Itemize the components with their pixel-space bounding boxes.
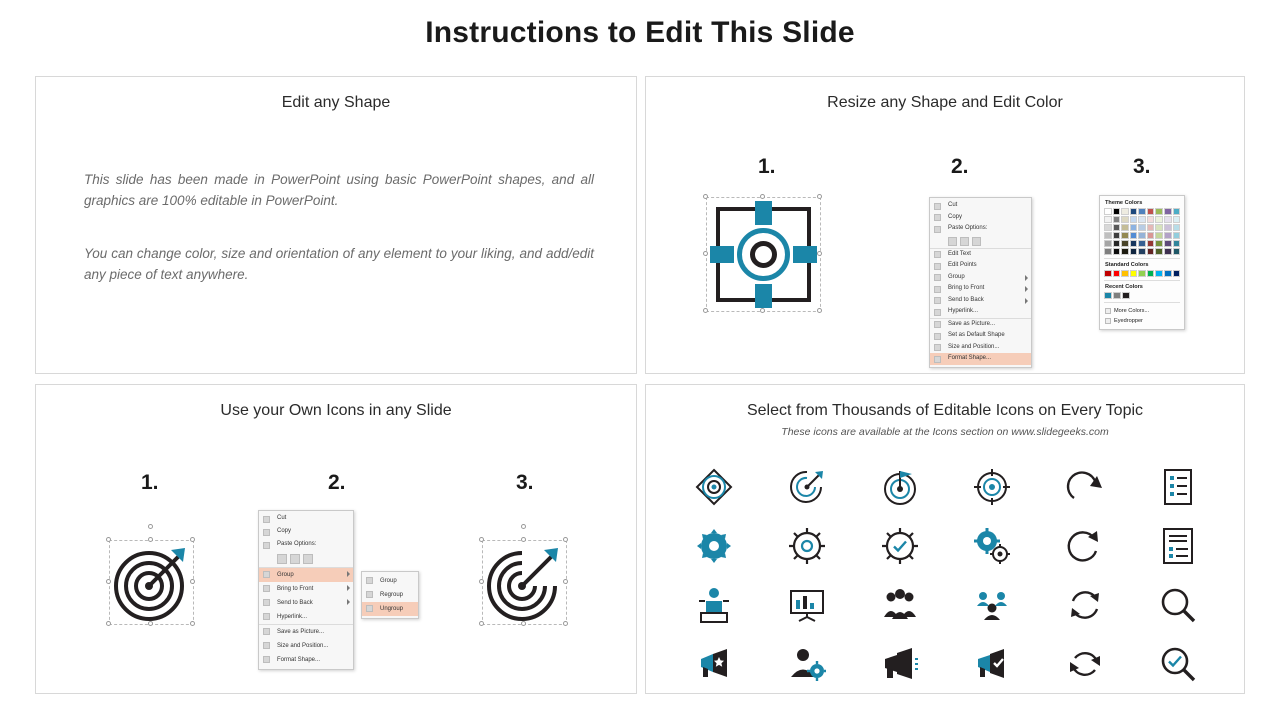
menu-item-cut[interactable] bbox=[259, 513, 353, 526]
color-swatch[interactable] bbox=[1121, 224, 1129, 231]
color-swatch[interactable] bbox=[1104, 292, 1112, 299]
color-swatch[interactable] bbox=[1121, 216, 1129, 223]
color-swatch[interactable] bbox=[1155, 216, 1163, 223]
menu-item-label: Copy bbox=[948, 213, 963, 220]
color-swatch[interactable] bbox=[1173, 224, 1181, 231]
menu-item-edit-points[interactable] bbox=[930, 260, 1031, 272]
divider bbox=[1104, 258, 1180, 259]
paste-icon bbox=[934, 226, 941, 233]
selection-box bbox=[706, 197, 821, 312]
menu-item-label: Save as Picture... bbox=[948, 320, 996, 327]
submenu-item-group[interactable] bbox=[362, 574, 418, 588]
color-swatch[interactable] bbox=[1164, 270, 1172, 277]
selection-box bbox=[482, 540, 567, 625]
selection-handle[interactable] bbox=[563, 537, 568, 542]
selection-handle[interactable] bbox=[760, 194, 765, 199]
group-icon bbox=[263, 571, 270, 578]
copy-icon bbox=[263, 529, 270, 536]
color-swatch[interactable] bbox=[1122, 292, 1130, 299]
resize-step-3-number: 3. bbox=[1133, 155, 1151, 178]
resize-step-1-number: 1. bbox=[758, 155, 776, 178]
selection-handle[interactable] bbox=[148, 537, 153, 542]
color-swatch[interactable] bbox=[1121, 248, 1129, 255]
more-colors-label: More Colors... bbox=[1114, 308, 1150, 314]
color-swatch[interactable] bbox=[1173, 248, 1181, 255]
paste-picture-icon[interactable] bbox=[290, 554, 300, 564]
menu-item-format-shape[interactable] bbox=[930, 353, 1031, 365]
rotate-handle[interactable] bbox=[148, 524, 153, 529]
menu-item-group[interactable] bbox=[930, 272, 1031, 284]
menu-item-label: Send to Back bbox=[948, 296, 984, 303]
color-swatch[interactable] bbox=[1130, 240, 1138, 247]
color-swatch[interactable] bbox=[1138, 208, 1146, 215]
color-swatch[interactable] bbox=[1155, 270, 1163, 277]
color-swatch[interactable] bbox=[1113, 240, 1121, 247]
menu-item-paste-options[interactable] bbox=[930, 223, 1031, 235]
color-swatch[interactable] bbox=[1138, 224, 1146, 231]
menu-item-label: Bring to Front bbox=[948, 285, 985, 291]
color-swatch[interactable] bbox=[1104, 224, 1112, 231]
panel-title-resize-shape: Resize any Shape and Edit Color bbox=[827, 94, 1063, 111]
megaphone-check-icon[interactable] bbox=[973, 645, 1011, 683]
selection-handle[interactable] bbox=[479, 579, 484, 584]
megaphone-icon[interactable] bbox=[881, 645, 919, 683]
color-swatch[interactable] bbox=[1130, 270, 1138, 277]
menu-item-label: Group bbox=[277, 572, 294, 578]
color-swatch[interactable] bbox=[1138, 216, 1146, 223]
color-swatch[interactable] bbox=[1138, 248, 1146, 255]
color-swatch[interactable] bbox=[1173, 216, 1181, 223]
color-swatch[interactable] bbox=[1104, 248, 1112, 255]
color-swatch[interactable] bbox=[1104, 216, 1112, 223]
menu-item-label: Format Shape... bbox=[277, 657, 321, 663]
gear-check-icon[interactable] bbox=[881, 527, 919, 565]
copy-icon bbox=[934, 214, 941, 221]
color-swatch[interactable] bbox=[1155, 208, 1163, 215]
recent-colors-row[interactable] bbox=[1104, 292, 1180, 299]
color-swatch[interactable] bbox=[1138, 270, 1146, 277]
save-picture-icon bbox=[934, 321, 941, 328]
color-swatch[interactable] bbox=[1138, 232, 1146, 239]
person-gear-icon[interactable] bbox=[788, 645, 826, 683]
menu-item-label: Edit Points bbox=[948, 262, 977, 268]
own-icon-sample-1[interactable] bbox=[109, 540, 194, 625]
bring-front-icon bbox=[934, 286, 941, 293]
chevron-right-icon bbox=[1025, 286, 1028, 292]
submenu-item-ungroup[interactable] bbox=[362, 602, 418, 616]
selection-handle[interactable] bbox=[703, 194, 708, 199]
color-swatch[interactable] bbox=[1138, 240, 1146, 247]
selection-handle[interactable] bbox=[190, 579, 195, 584]
hyperlink-icon bbox=[263, 613, 270, 620]
palette-icon bbox=[1105, 308, 1111, 314]
hyperlink-icon bbox=[934, 309, 941, 316]
target-dart-icon[interactable] bbox=[788, 468, 826, 506]
presentation-board-icon[interactable] bbox=[788, 586, 826, 624]
menu-item-group[interactable] bbox=[259, 567, 353, 582]
color-swatch[interactable] bbox=[1173, 270, 1181, 277]
recent-colors-label: Recent Colors bbox=[1105, 284, 1143, 290]
theme-colors-row[interactable] bbox=[1104, 248, 1180, 255]
paste-icon bbox=[263, 542, 270, 549]
send-back-icon bbox=[263, 599, 270, 606]
chevron-right-icon bbox=[1025, 275, 1028, 281]
menu-item-label: Ungroup bbox=[380, 606, 404, 612]
color-swatch[interactable] bbox=[1173, 232, 1181, 239]
menu-item-label: Copy bbox=[277, 528, 292, 534]
chevron-right-icon bbox=[1025, 298, 1028, 304]
color-swatch[interactable] bbox=[1173, 240, 1181, 247]
color-swatch[interactable] bbox=[1121, 270, 1129, 277]
color-picker-panel[interactable] bbox=[1099, 195, 1185, 330]
color-swatch[interactable] bbox=[1155, 240, 1163, 247]
cycle-arrows-icon[interactable] bbox=[1066, 645, 1104, 683]
menu-item-hyperlink[interactable] bbox=[259, 610, 353, 624]
color-swatch[interactable] bbox=[1130, 208, 1138, 215]
gear-solid-icon[interactable] bbox=[695, 527, 733, 565]
gear-outline-icon[interactable] bbox=[788, 527, 826, 565]
save-picture-icon bbox=[263, 628, 270, 635]
color-swatch[interactable] bbox=[1104, 240, 1112, 247]
menu-item-send-to-back[interactable] bbox=[259, 596, 353, 610]
format-shape-icon bbox=[934, 356, 941, 363]
paste-keep-format-icon[interactable] bbox=[277, 554, 287, 564]
color-swatch[interactable] bbox=[1155, 224, 1163, 231]
send-back-icon bbox=[934, 297, 941, 304]
menu-item-label: Group bbox=[948, 273, 965, 280]
selection-handle[interactable] bbox=[148, 621, 153, 626]
size-position-icon bbox=[263, 642, 270, 649]
regroup-icon bbox=[366, 591, 373, 598]
selection-handle[interactable] bbox=[760, 308, 765, 313]
sync-arrows-icon[interactable] bbox=[1066, 586, 1104, 624]
menu-item-copy[interactable] bbox=[259, 526, 353, 539]
menu-item-label: Paste Options: bbox=[277, 541, 317, 547]
color-swatch[interactable] bbox=[1104, 232, 1112, 239]
color-swatch[interactable] bbox=[1147, 216, 1155, 223]
size-position-icon bbox=[934, 344, 941, 351]
color-swatch[interactable] bbox=[1173, 208, 1181, 215]
selection-handle[interactable] bbox=[817, 308, 822, 313]
selection-handle[interactable] bbox=[106, 621, 111, 626]
color-swatch[interactable] bbox=[1121, 208, 1129, 215]
menu-item-label: Format Shape... bbox=[948, 355, 992, 361]
color-swatch[interactable] bbox=[1155, 248, 1163, 255]
menu-item-copy[interactable] bbox=[930, 212, 1031, 224]
rotate-handle[interactable] bbox=[521, 524, 526, 529]
menu-item-cut[interactable] bbox=[930, 200, 1031, 212]
color-swatch[interactable] bbox=[1113, 208, 1121, 215]
resize-step-2-number: 2. bbox=[951, 155, 969, 178]
selection-handle[interactable] bbox=[703, 308, 708, 313]
color-swatch[interactable] bbox=[1121, 240, 1129, 247]
chevron-right-icon bbox=[347, 599, 350, 605]
selection-handle[interactable] bbox=[190, 621, 195, 626]
eyedropper-label: Eyedropper bbox=[1114, 318, 1143, 324]
menu-item-edit-text[interactable] bbox=[930, 248, 1031, 261]
theme-colors-row[interactable] bbox=[1104, 240, 1180, 247]
selection-handle[interactable] bbox=[479, 537, 484, 542]
color-swatch[interactable] bbox=[1147, 270, 1155, 277]
refresh-arrow-icon[interactable] bbox=[1066, 468, 1104, 506]
target-flag-icon[interactable] bbox=[881, 468, 919, 506]
theme-colors-label: Theme Colors bbox=[1105, 200, 1143, 206]
cut-icon bbox=[934, 203, 941, 210]
selection-handle[interactable] bbox=[703, 251, 708, 256]
color-swatch[interactable] bbox=[1104, 270, 1112, 277]
menu-item-label: Group bbox=[380, 578, 397, 584]
document-check-icon[interactable] bbox=[1161, 527, 1195, 565]
color-swatch[interactable] bbox=[1164, 216, 1172, 223]
paste-text-icon[interactable] bbox=[972, 237, 981, 246]
menu-item-bring-to-front[interactable] bbox=[259, 582, 353, 596]
menu-item-label: Paste Options: bbox=[948, 225, 988, 231]
group-icon bbox=[934, 274, 941, 281]
panel-title-own-icons: Use your Own Icons in any Slide bbox=[220, 402, 452, 419]
color-swatch[interactable] bbox=[1113, 232, 1121, 239]
color-swatch[interactable] bbox=[1164, 232, 1172, 239]
theme-colors-row[interactable] bbox=[1104, 232, 1180, 239]
own-icons-step-3-number: 3. bbox=[516, 471, 534, 494]
selection-handle[interactable] bbox=[521, 621, 526, 626]
menu-item-label: Cut bbox=[277, 515, 287, 521]
menu-item-label: Size and Position... bbox=[948, 343, 1000, 350]
menu-item-format-shape[interactable] bbox=[259, 653, 353, 667]
color-swatch[interactable] bbox=[1104, 208, 1112, 215]
standard-colors-label: Standard Colors bbox=[1105, 262, 1149, 268]
divider bbox=[1104, 280, 1180, 281]
group-people-icon[interactable] bbox=[881, 586, 919, 624]
selection-handle[interactable] bbox=[479, 621, 484, 626]
color-swatch[interactable] bbox=[1147, 240, 1155, 247]
color-swatch[interactable] bbox=[1130, 224, 1138, 231]
ungroup-icon bbox=[366, 605, 373, 612]
panel-subtitle-editable-icons: These icons are available at the Icons section on www.slidegeeks.com bbox=[781, 426, 1109, 438]
menu-item-label: Bring to Front bbox=[277, 586, 314, 592]
color-swatch[interactable] bbox=[1164, 248, 1172, 255]
paste-picture-icon[interactable] bbox=[960, 237, 969, 246]
selection-handle[interactable] bbox=[106, 537, 111, 542]
selection-handle[interactable] bbox=[817, 194, 822, 199]
more-colors-option[interactable] bbox=[1104, 306, 1180, 316]
bring-front-icon bbox=[263, 585, 270, 592]
edit-shape-paragraph-2: You can change color, size and orientation of any element to your liking, and add/edit any piece of text anywhere. bbox=[84, 246, 594, 282]
context-menu-own-icons[interactable] bbox=[258, 510, 354, 670]
chevron-right-icon bbox=[347, 585, 350, 591]
edit-points-icon bbox=[934, 263, 941, 270]
color-swatch[interactable] bbox=[1113, 248, 1121, 255]
panel-editable-icons bbox=[645, 384, 1245, 694]
person-podium-icon[interactable] bbox=[697, 586, 731, 624]
color-swatch[interactable] bbox=[1155, 232, 1163, 239]
selection-handle[interactable] bbox=[817, 251, 822, 256]
menu-item-set-default-shape[interactable] bbox=[930, 330, 1031, 342]
color-swatch[interactable] bbox=[1113, 292, 1121, 299]
color-swatch[interactable] bbox=[1164, 224, 1172, 231]
icon-gallery bbox=[668, 457, 1224, 693]
crosshair-icon[interactable] bbox=[973, 468, 1011, 506]
format-shape-icon bbox=[263, 656, 270, 663]
team-meeting-icon[interactable] bbox=[973, 586, 1011, 624]
paste-options-row[interactable] bbox=[930, 235, 1031, 248]
menu-item-save-as-picture[interactable] bbox=[259, 624, 353, 639]
own-icon-sample-3[interactable] bbox=[482, 540, 567, 625]
color-swatch[interactable] bbox=[1147, 232, 1155, 239]
menu-item-label: Send to Back bbox=[277, 600, 313, 606]
theme-colors-row[interactable] bbox=[1104, 224, 1180, 231]
menu-item-label: Hyperlink... bbox=[277, 614, 308, 620]
refresh-circle-icon[interactable] bbox=[1066, 527, 1104, 565]
menu-item-label: Size and Position... bbox=[277, 643, 329, 649]
megaphone-star-icon[interactable] bbox=[695, 645, 733, 683]
page-title: Instructions to Edit This Slide bbox=[425, 16, 855, 49]
menu-item-paste-options[interactable] bbox=[259, 539, 353, 552]
theme-colors-row[interactable] bbox=[1104, 216, 1180, 223]
cut-icon bbox=[263, 516, 270, 523]
color-swatch[interactable] bbox=[1113, 224, 1121, 231]
color-swatch[interactable] bbox=[1113, 270, 1121, 277]
paste-keep-format-icon[interactable] bbox=[948, 237, 957, 246]
gears-pair-icon[interactable] bbox=[973, 527, 1011, 565]
menu-item-label: Hyperlink... bbox=[948, 308, 979, 314]
color-swatch[interactable] bbox=[1164, 240, 1172, 247]
paste-options-row[interactable] bbox=[259, 552, 353, 567]
submenu-group[interactable] bbox=[361, 571, 419, 619]
selection-box bbox=[109, 540, 194, 625]
chevron-right-icon bbox=[347, 571, 350, 577]
color-swatch[interactable] bbox=[1164, 208, 1172, 215]
group-icon bbox=[366, 577, 373, 584]
target-rings-icon[interactable] bbox=[695, 468, 733, 506]
paste-text-icon[interactable] bbox=[303, 554, 313, 564]
selection-handle[interactable] bbox=[106, 579, 111, 584]
default-shape-icon bbox=[934, 333, 941, 340]
color-swatch[interactable] bbox=[1130, 248, 1138, 255]
menu-item-label: Regroup bbox=[380, 592, 404, 598]
magnifier-check-icon[interactable] bbox=[1159, 645, 1197, 683]
menu-item-save-as-picture[interactable] bbox=[930, 318, 1031, 331]
menu-item-label: Save as Picture... bbox=[277, 629, 325, 635]
menu-item-size-and-position[interactable] bbox=[930, 342, 1031, 354]
color-swatch[interactable] bbox=[1147, 208, 1155, 215]
selection-handle[interactable] bbox=[521, 537, 526, 542]
panel-resize-shape bbox=[645, 76, 1245, 374]
panel-title-edit-shape: Edit any Shape bbox=[281, 94, 391, 111]
color-swatch[interactable] bbox=[1130, 216, 1138, 223]
selection-handle[interactable] bbox=[563, 621, 568, 626]
menu-item-label: Cut bbox=[948, 202, 958, 208]
submenu-item-regroup[interactable] bbox=[362, 588, 418, 602]
standard-colors-row[interactable] bbox=[1104, 270, 1180, 277]
theme-colors-row[interactable] bbox=[1104, 208, 1180, 215]
menu-item-size-and-position[interactable] bbox=[259, 639, 353, 653]
menu-item-label: Edit Text bbox=[948, 250, 971, 257]
color-swatch[interactable] bbox=[1130, 232, 1138, 239]
color-swatch[interactable] bbox=[1147, 224, 1155, 231]
selection-handle[interactable] bbox=[190, 537, 195, 542]
selection-handle[interactable] bbox=[563, 579, 568, 584]
menu-item-send-to-back[interactable] bbox=[930, 295, 1031, 307]
divider bbox=[1104, 302, 1180, 303]
panel-edit-any-shape bbox=[35, 76, 637, 374]
context-menu-resize[interactable] bbox=[929, 197, 1032, 368]
menu-item-bring-to-front[interactable] bbox=[930, 283, 1031, 295]
document-list-icon[interactable] bbox=[1161, 468, 1195, 506]
menu-item-label: Set as Default Shape bbox=[948, 332, 1005, 338]
eyedropper-icon bbox=[1105, 318, 1111, 324]
color-swatch[interactable] bbox=[1147, 248, 1155, 255]
own-icons-step-2-number: 2. bbox=[328, 471, 346, 494]
panel-title-editable-icons: Select from Thousands of Editable Icons on Every Topic bbox=[746, 402, 1144, 419]
panel-own-icons bbox=[35, 384, 637, 694]
edit-text-icon bbox=[934, 251, 941, 258]
magnifier-icon[interactable] bbox=[1159, 586, 1197, 624]
menu-item-hyperlink[interactable] bbox=[930, 306, 1031, 318]
eyedropper-option[interactable] bbox=[1104, 316, 1180, 326]
color-swatch[interactable] bbox=[1113, 216, 1121, 223]
color-swatch[interactable] bbox=[1121, 232, 1129, 239]
edit-shape-paragraph-1: This slide has been made in PowerPoint using basic PowerPoint shapes, and all graphics are 100% editable in PowerPoint. bbox=[84, 172, 594, 208]
selected-shape-demo[interactable] bbox=[706, 197, 821, 312]
own-icons-step-1-number: 1. bbox=[141, 471, 159, 494]
